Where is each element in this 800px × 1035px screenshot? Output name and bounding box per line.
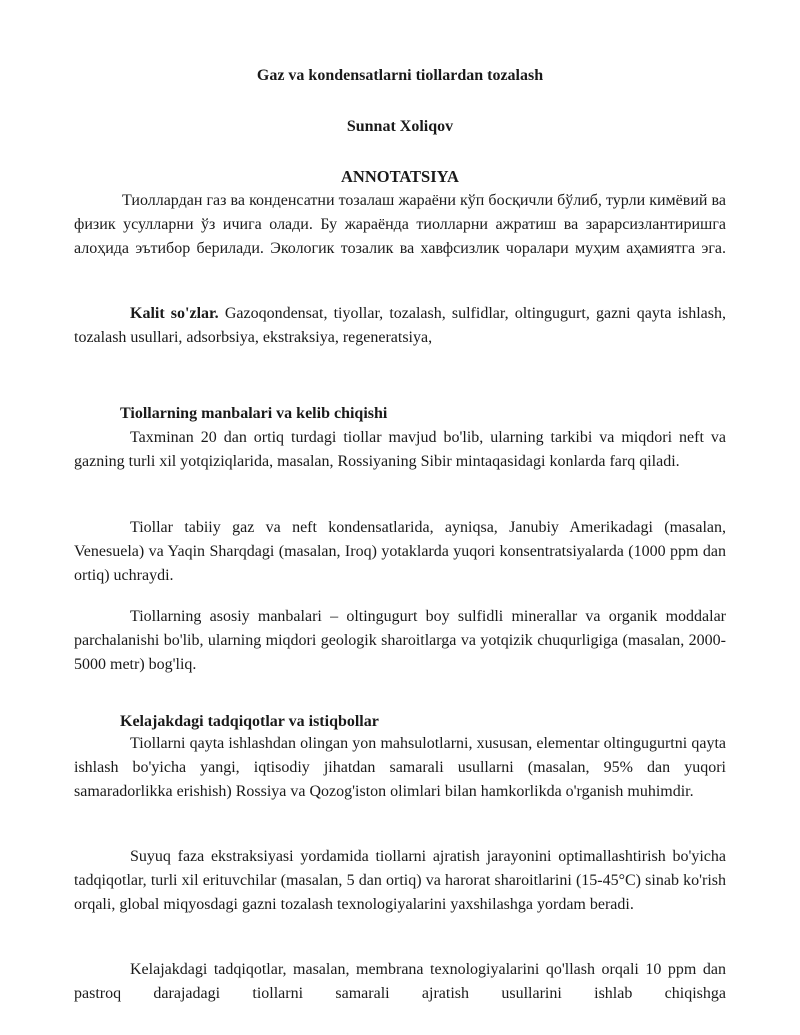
section2-paragraph-2: Suyuq faza ekstraksiyasi yordamida tiollarni ajratish jarayonini optimallashtirish bo'yicha tadqiqotlar, turli xil erituvchilar (masalan, 5 dan ortiq) va harorat sharoitlarini (15-45°C) sinab ko'rish orqali, global miqyosdagi gazni tozalash texnologiyalarini yaxshilashga yordam beradi.: [74, 848, 726, 913]
keywords-label: Kalit so'zlar.: [130, 305, 219, 322]
annotation-text: Тиоллардан газ ва конденсатни тозалаш жараёни кўп босқичли бўлиб, турли кимёвий ва физик усулларни ўз ичига олади. Бу жараёнда тиолларни ажратиш ва зарарсизлантиришга алоҳида эътибор берилади. Экологик тозалик ва хавфсизлик чоралари муҳим аҳамиятга эга.: [74, 192, 726, 257]
section2-paragraph-3: Kelajakdagi tadqiqotlar, masalan, membrana texnologiyalarini qo'llash orqali 10 ppm dan pastroq darajadagi tiollarni samarali ajratish usullarini ishlab chiqishga: [74, 961, 726, 1002]
keywords-text: Gazoqondensat, tiyollar, tozalash, sulfidlar, oltingugurt, gazni qayta ishlash, tozalash usullari, adsorbsiya, ekstraksiya, regeneratsiya,: [74, 305, 727, 346]
keywords-paragraph: [74, 302, 726, 350]
annotation-heading: ANNOTATSIYA: [341, 167, 459, 186]
document-author: Sunnat Xoliqov: [346, 118, 454, 135]
section-heading-sources: Tiollarning manbalari va kelib chiqishi: [120, 405, 388, 422]
section-heading-future: Kelajakdagi tadqiqotlar va istiqbollar: [120, 713, 379, 730]
section1-paragraph-3: Tiollarning asosiy manbalari – oltingugurt boy sulfidli minerallar va organik moddalar parchalanishi bo'lib, ularning miqdori geologik sharoitlarga va yotqizik chuqurligiga (masalan, 2000-5000 metr) bog'liq.: [74, 608, 726, 673]
section2-paragraph-1: Tiollarni qayta ishlashdan olingan yon mahsulotlarni, xususan, elementar oltingugurtni qayta ishlash bo'yicha yangi, iqtisodiy jihatdan samarali usullarni (masalan, 95% dan yuqori samaradorlikka erishish) Rossiya va Qozog'iston olimlari bilan hamkorlikda o'rganish muhimdir.: [74, 735, 726, 800]
section1-paragraph-1: Taxminan 20 dan ortiq turdagi tiollar mavjud bo'lib, ularning tarkibi va miqdori neft va gazning turli xil yotqiziqlarida, masalan, Rossiyaning Sibir mintaqasidagi konlarda farq qiladi.: [74, 429, 726, 470]
section1-paragraph-2: Tiollar tabiiy gaz va neft kondensatlarida, ayniqsa, Janubiy Amerikadagi (masalan, Venesuela) va Yaqin Sharqdagi (masalan, Iroq) yotaklarda yuqori konsentratsiyalarda (1000 ppm dan ortiq) uchraydi.: [74, 519, 726, 584]
document-title: Gaz va kondensatlarni tiollardan tozalash: [256, 67, 544, 84]
